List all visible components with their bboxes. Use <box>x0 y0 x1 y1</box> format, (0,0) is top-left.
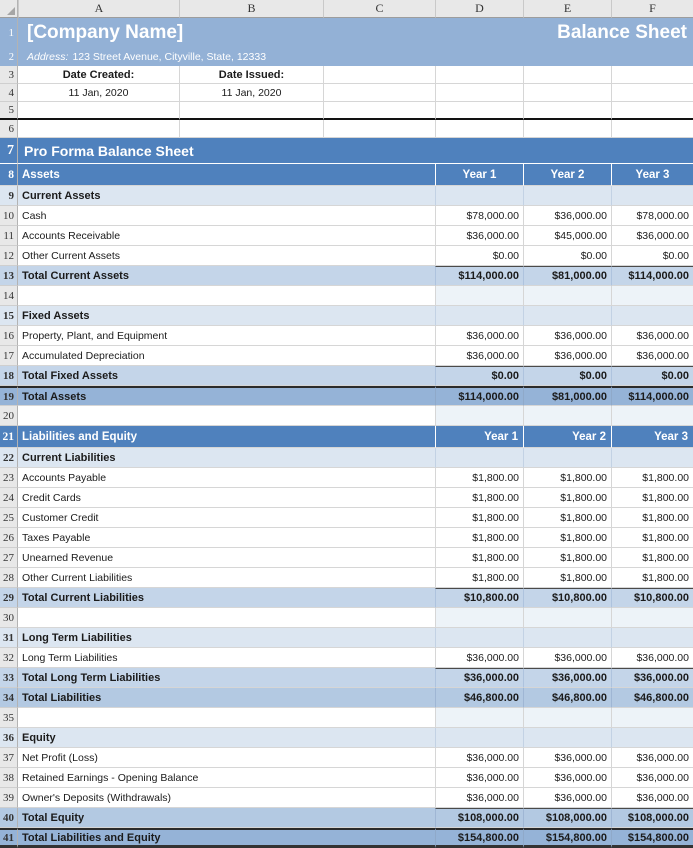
cell-label-20[interactable] <box>18 406 435 426</box>
sheet-row-19 <box>0 386 693 406</box>
cell-year-header-1[interactable]: Year 1 <box>435 164 523 186</box>
select-all-corner[interactable] <box>0 0 18 18</box>
row-header-5[interactable]: 5 <box>0 102 18 120</box>
cell-year-header-1[interactable]: Year 1 <box>435 426 523 448</box>
cell-value-12-year3[interactable]: $0.00 <box>611 246 693 266</box>
cell-year-header-3[interactable]: Year 3 <box>611 426 693 448</box>
sheet-row-28 <box>0 568 693 588</box>
cell-A4[interactable]: 11 Jan, 2020 <box>18 84 179 102</box>
cell-F14[interactable] <box>611 286 693 306</box>
cell-value-40-year2[interactable]: $108,000.00 <box>523 808 611 828</box>
cell-D15[interactable] <box>435 306 523 326</box>
cell-F22[interactable] <box>611 448 693 468</box>
cell-value-16-year1[interactable]: $36,000.00 <box>435 326 523 346</box>
column-header-row <box>0 0 693 18</box>
cell-label-14[interactable] <box>18 286 435 306</box>
sheet-row-16 <box>0 326 693 346</box>
sheet-row-6 <box>0 120 693 138</box>
cell-label-26[interactable]: Taxes Payable <box>18 528 435 548</box>
column-header-E[interactable]: E <box>523 0 611 18</box>
cell-label-39[interactable]: Owner's Deposits (Withdrawals) <box>18 788 435 808</box>
cell-label-29[interactable]: Total Current Liabilities <box>18 588 435 608</box>
sheet-row-15 <box>0 306 693 326</box>
row-header-41[interactable]: 41 <box>0 828 18 848</box>
row-header-35[interactable]: 35 <box>0 708 18 728</box>
cell-E5[interactable] <box>523 102 611 120</box>
sheet-row-37 <box>0 748 693 768</box>
cell-label-12[interactable]: Other Current Assets <box>18 246 435 266</box>
cell-value-28-year3[interactable]: $1,800.00 <box>611 568 693 588</box>
cell-value-27-year3[interactable]: $1,800.00 <box>611 548 693 568</box>
sheet-row-22 <box>0 448 693 468</box>
cell-label-15[interactable]: Fixed Assets <box>18 306 435 326</box>
sheet-row-17 <box>0 346 693 366</box>
cell-label-31[interactable]: Long Term Liabilities <box>18 628 435 648</box>
cell-value-41-year2[interactable]: $154,800.00 <box>523 828 611 848</box>
cell-value-24-year2[interactable]: $1,800.00 <box>523 488 611 508</box>
row-header-28[interactable]: 28 <box>0 568 18 588</box>
row-header-16[interactable]: 16 <box>0 326 18 346</box>
row-header-20[interactable]: 20 <box>0 406 18 426</box>
cell-value-32-year2[interactable]: $36,000.00 <box>523 648 611 668</box>
cell-A6[interactable] <box>18 120 179 138</box>
row-header-15[interactable]: 15 <box>0 306 18 326</box>
cell-D14[interactable] <box>435 286 523 306</box>
row-header-38[interactable]: 38 <box>0 768 18 788</box>
cell-label-19[interactable]: Total Assets <box>18 386 435 406</box>
cell-sheet-title[interactable]: Balance Sheet <box>435 18 693 48</box>
cell-table-title[interactable]: Pro Forma Balance Sheet <box>18 138 693 164</box>
row-header-9[interactable]: 9 <box>0 186 18 206</box>
cell-value-19-year3[interactable]: $114,000.00 <box>611 386 693 406</box>
cell-value-33-year1[interactable]: $36,000.00 <box>435 668 523 688</box>
cell-value-41-year1[interactable]: $154,800.00 <box>435 828 523 848</box>
sheet-rows <box>0 18 693 848</box>
row-header-29[interactable]: 29 <box>0 588 18 608</box>
cell-label-36[interactable]: Equity <box>18 728 435 748</box>
cell-F15[interactable] <box>611 306 693 326</box>
cell-A5[interactable] <box>18 102 179 120</box>
cell-label-24[interactable]: Credit Cards <box>18 488 435 508</box>
row-header-2[interactable]: 2 <box>0 48 18 66</box>
column-header-A[interactable]: A <box>18 0 179 18</box>
cell-value-17-year1[interactable]: $36,000.00 <box>435 346 523 366</box>
sheet-row-21 <box>0 426 693 448</box>
cell-value-39-year2[interactable]: $36,000.00 <box>523 788 611 808</box>
sheet-row-23 <box>0 468 693 488</box>
sheet-row-2 <box>0 48 693 66</box>
cell-label-40[interactable]: Total Equity <box>18 808 435 828</box>
row-header-36[interactable]: 36 <box>0 728 18 748</box>
cell-B6[interactable] <box>179 120 323 138</box>
cell-value-38-year1[interactable]: $36,000.00 <box>435 768 523 788</box>
row-header-30[interactable]: 30 <box>0 608 18 628</box>
cell-E20[interactable] <box>523 406 611 426</box>
cell-section-group-label[interactable]: Assets <box>18 164 435 186</box>
cell-label-34[interactable]: Total Liabilities <box>18 688 435 708</box>
cell-label-27[interactable]: Unearned Revenue <box>18 548 435 568</box>
cell-value-29-year2[interactable]: $10,800.00 <box>523 588 611 608</box>
row-header-32[interactable]: 32 <box>0 648 18 668</box>
sheet-row-18 <box>0 366 693 386</box>
cell-value-34-year2[interactable]: $46,800.00 <box>523 688 611 708</box>
cell-value-28-year1[interactable]: $1,800.00 <box>435 568 523 588</box>
cell-value-12-year1[interactable]: $0.00 <box>435 246 523 266</box>
cell-E22[interactable] <box>523 448 611 468</box>
column-header-C[interactable]: C <box>323 0 435 18</box>
sheet-row-7 <box>0 138 693 164</box>
cell-label-37[interactable]: Net Profit (Loss) <box>18 748 435 768</box>
cell-value-27-year2[interactable]: $1,800.00 <box>523 548 611 568</box>
cell-label-25[interactable]: Customer Credit <box>18 508 435 528</box>
cell-value-28-year2[interactable]: $1,800.00 <box>523 568 611 588</box>
cell-value-29-year1[interactable]: $10,800.00 <box>435 588 523 608</box>
cell-year-header-2[interactable]: Year 2 <box>523 164 611 186</box>
cell-value-32-year3[interactable]: $36,000.00 <box>611 648 693 668</box>
cell-E15[interactable] <box>523 306 611 326</box>
cell-label-28[interactable]: Other Current Liabilities <box>18 568 435 588</box>
cell-D22[interactable] <box>435 448 523 468</box>
cell-value-25-year2[interactable]: $1,800.00 <box>523 508 611 528</box>
cell-value-10-year2[interactable]: $36,000.00 <box>523 206 611 226</box>
cell-D9[interactable] <box>435 186 523 206</box>
cell-E3[interactable] <box>523 66 611 84</box>
cell-value-26-year3[interactable]: $1,800.00 <box>611 528 693 548</box>
sheet-row-3 <box>0 66 693 84</box>
cell-company-name[interactable]: [Company Name] <box>18 18 435 48</box>
cell-value-12-year2[interactable]: $0.00 <box>523 246 611 266</box>
cell-value-11-year2[interactable]: $45,000.00 <box>523 226 611 246</box>
row-header-40[interactable]: 40 <box>0 808 18 828</box>
cell-label-9[interactable]: Current Assets <box>18 186 435 206</box>
cell-D3[interactable] <box>435 66 523 84</box>
cell-value-26-year1[interactable]: $1,800.00 <box>435 528 523 548</box>
cell-C6[interactable] <box>323 120 435 138</box>
cell-value-11-year1[interactable]: $36,000.00 <box>435 226 523 246</box>
row-header-24[interactable]: 24 <box>0 488 18 508</box>
cell-B4[interactable]: 11 Jan, 2020 <box>179 84 323 102</box>
sheet-row-38 <box>0 768 693 788</box>
cell-value-13-year1[interactable]: $114,000.00 <box>435 266 523 286</box>
cell-B5[interactable] <box>179 102 323 120</box>
row-header-31[interactable]: 31 <box>0 628 18 648</box>
cell-value-24-year3[interactable]: $1,800.00 <box>611 488 693 508</box>
sheet-row-36 <box>0 728 693 748</box>
cell-label-18[interactable]: Total Fixed Assets <box>18 366 435 386</box>
cell-value-38-year2[interactable]: $36,000.00 <box>523 768 611 788</box>
cell-D20[interactable] <box>435 406 523 426</box>
row-header-7[interactable]: 7 <box>0 138 18 164</box>
cell-F30[interactable] <box>611 608 693 628</box>
address-label: Address: <box>27 51 69 63</box>
sheet-row-13 <box>0 266 693 286</box>
cell-C4[interactable] <box>323 84 435 102</box>
cell-E35[interactable] <box>523 708 611 728</box>
cell-value-17-year3[interactable]: $36,000.00 <box>611 346 693 366</box>
row-header-3[interactable]: 3 <box>0 66 18 84</box>
cell-C5[interactable] <box>323 102 435 120</box>
row-header-13[interactable]: 13 <box>0 266 18 286</box>
cell-F36[interactable] <box>611 728 693 748</box>
cell-value-10-year1[interactable]: $78,000.00 <box>435 206 523 226</box>
cell-value-18-year1[interactable]: $0.00 <box>435 366 523 386</box>
cell-B3[interactable]: Date Issued: <box>179 66 323 84</box>
cell-E9[interactable] <box>523 186 611 206</box>
cell-value-19-year1[interactable]: $114,000.00 <box>435 386 523 406</box>
cell-value-37-year2[interactable]: $36,000.00 <box>523 748 611 768</box>
row-header-4[interactable]: 4 <box>0 84 18 102</box>
sheet-row-35 <box>0 708 693 728</box>
cell-label-38[interactable]: Retained Earnings - Opening Balance <box>18 768 435 788</box>
column-header-B[interactable]: B <box>179 0 323 18</box>
cell-F9[interactable] <box>611 186 693 206</box>
cell-E14[interactable] <box>523 286 611 306</box>
cell-F20[interactable] <box>611 406 693 426</box>
row-header-6[interactable]: 6 <box>0 120 18 138</box>
cell-value-23-year3[interactable]: $1,800.00 <box>611 468 693 488</box>
row-header-11[interactable]: 11 <box>0 226 18 246</box>
cell-year-header-2[interactable]: Year 2 <box>523 426 611 448</box>
sheet-row-39 <box>0 788 693 808</box>
sheet-row-1 <box>0 18 693 48</box>
sheet-row-34 <box>0 688 693 708</box>
column-header-F[interactable]: F <box>611 0 693 18</box>
cell-F4[interactable] <box>611 84 693 102</box>
cell-address[interactable] <box>18 48 693 66</box>
row-header-39[interactable]: 39 <box>0 788 18 808</box>
cell-value-19-year2[interactable]: $81,000.00 <box>523 386 611 406</box>
row-header-25[interactable]: 25 <box>0 508 18 528</box>
sheet-row-26 <box>0 528 693 548</box>
cell-D6[interactable] <box>435 120 523 138</box>
cell-E6[interactable] <box>523 120 611 138</box>
row-header-21[interactable]: 21 <box>0 426 18 448</box>
cell-value-17-year2[interactable]: $36,000.00 <box>523 346 611 366</box>
cell-label-17[interactable]: Accumulated Depreciation <box>18 346 435 366</box>
cell-value-37-year1[interactable]: $36,000.00 <box>435 748 523 768</box>
cell-D30[interactable] <box>435 608 523 628</box>
cell-F5[interactable] <box>611 102 693 120</box>
sheet-row-29 <box>0 588 693 608</box>
cell-value-13-year3[interactable]: $114,000.00 <box>611 266 693 286</box>
sheet-row-25 <box>0 508 693 528</box>
cell-label-22[interactable]: Current Liabilities <box>18 448 435 468</box>
cell-value-33-year2[interactable]: $36,000.00 <box>523 668 611 688</box>
cell-value-25-year3[interactable]: $1,800.00 <box>611 508 693 528</box>
sheet-row-40 <box>0 808 693 828</box>
cell-D5[interactable] <box>435 102 523 120</box>
cell-year-header-3[interactable]: Year 3 <box>611 164 693 186</box>
cell-label-10[interactable]: Cash <box>18 206 435 226</box>
address-value: 123 Street Avenue, Cityville, State, 12333 <box>72 51 267 63</box>
cell-label-23[interactable]: Accounts Payable <box>18 468 435 488</box>
cell-value-23-year1[interactable]: $1,800.00 <box>435 468 523 488</box>
row-header-12[interactable]: 12 <box>0 246 18 266</box>
row-header-8[interactable]: 8 <box>0 164 18 186</box>
cell-value-13-year2[interactable]: $81,000.00 <box>523 266 611 286</box>
cell-E30[interactable] <box>523 608 611 628</box>
cell-value-18-year2[interactable]: $0.00 <box>523 366 611 386</box>
cell-value-23-year2[interactable]: $1,800.00 <box>523 468 611 488</box>
cell-value-16-year3[interactable]: $36,000.00 <box>611 326 693 346</box>
cell-value-34-year3[interactable]: $46,800.00 <box>611 688 693 708</box>
cell-value-34-year1[interactable]: $46,800.00 <box>435 688 523 708</box>
sheet-row-32 <box>0 648 693 668</box>
cell-label-41[interactable]: Total Liabilities and Equity <box>18 828 435 848</box>
cell-value-18-year3[interactable]: $0.00 <box>611 366 693 386</box>
cell-value-11-year3[interactable]: $36,000.00 <box>611 226 693 246</box>
sheet-row-8 <box>0 164 693 186</box>
sheet-row-10 <box>0 206 693 226</box>
cell-D35[interactable] <box>435 708 523 728</box>
row-header-19[interactable]: 19 <box>0 386 18 406</box>
sheet-row-33 <box>0 668 693 688</box>
cell-value-40-year3[interactable]: $108,000.00 <box>611 808 693 828</box>
cell-value-39-year3[interactable]: $36,000.00 <box>611 788 693 808</box>
sheet-row-4 <box>0 84 693 102</box>
cell-C3[interactable] <box>323 66 435 84</box>
cell-section-group-label[interactable]: Liabilities and Equity <box>18 426 435 448</box>
sheet-row-11 <box>0 226 693 246</box>
sheet-row-9 <box>0 186 693 206</box>
row-header-33[interactable]: 33 <box>0 668 18 688</box>
row-header-27[interactable]: 27 <box>0 548 18 568</box>
cell-value-25-year1[interactable]: $1,800.00 <box>435 508 523 528</box>
sheet-row-41 <box>0 828 693 848</box>
cell-F35[interactable] <box>611 708 693 728</box>
cell-value-24-year1[interactable]: $1,800.00 <box>435 488 523 508</box>
cell-value-41-year3[interactable]: $154,800.00 <box>611 828 693 848</box>
row-header-10[interactable]: 10 <box>0 206 18 226</box>
cell-label-32[interactable]: Long Term Liabilities <box>18 648 435 668</box>
cell-F3[interactable] <box>611 66 693 84</box>
cell-value-33-year3[interactable]: $36,000.00 <box>611 668 693 688</box>
cell-D4[interactable] <box>435 84 523 102</box>
cell-label-16[interactable]: Property, Plant, and Equipment <box>18 326 435 346</box>
cell-value-38-year3[interactable]: $36,000.00 <box>611 768 693 788</box>
sheet-row-27 <box>0 548 693 568</box>
cell-label-33[interactable]: Total Long Term Liabilities <box>18 668 435 688</box>
cell-value-32-year1[interactable]: $36,000.00 <box>435 648 523 668</box>
cell-value-40-year1[interactable]: $108,000.00 <box>435 808 523 828</box>
cell-E36[interactable] <box>523 728 611 748</box>
sheet-row-31 <box>0 628 693 648</box>
row-header-18[interactable]: 18 <box>0 366 18 386</box>
cell-value-37-year3[interactable]: $36,000.00 <box>611 748 693 768</box>
cell-value-16-year2[interactable]: $36,000.00 <box>523 326 611 346</box>
column-header-D[interactable]: D <box>435 0 523 18</box>
cell-value-26-year2[interactable]: $1,800.00 <box>523 528 611 548</box>
sheet-row-14 <box>0 286 693 306</box>
row-header-1[interactable]: 1 <box>0 18 18 48</box>
cell-value-29-year3[interactable]: $10,800.00 <box>611 588 693 608</box>
cell-A3[interactable]: Date Created: <box>18 66 179 84</box>
row-header-26[interactable]: 26 <box>0 528 18 548</box>
cell-value-39-year1[interactable]: $36,000.00 <box>435 788 523 808</box>
sheet-row-5 <box>0 102 693 120</box>
cell-D36[interactable] <box>435 728 523 748</box>
sheet-row-20 <box>0 406 693 426</box>
sheet-row-12 <box>0 246 693 266</box>
cell-value-10-year3[interactable]: $78,000.00 <box>611 206 693 226</box>
row-header-22[interactable]: 22 <box>0 448 18 468</box>
cell-E31[interactable] <box>523 628 611 648</box>
cell-label-30[interactable] <box>18 608 435 628</box>
row-header-14[interactable]: 14 <box>0 286 18 306</box>
row-header-23[interactable]: 23 <box>0 468 18 488</box>
cell-F6[interactable] <box>611 120 693 138</box>
cell-F31[interactable] <box>611 628 693 648</box>
cell-D31[interactable] <box>435 628 523 648</box>
cell-E4[interactable] <box>523 84 611 102</box>
sheet-row-24 <box>0 488 693 508</box>
row-header-37[interactable]: 37 <box>0 748 18 768</box>
row-header-34[interactable]: 34 <box>0 688 18 708</box>
cell-label-35[interactable] <box>18 708 435 728</box>
cell-value-27-year1[interactable]: $1,800.00 <box>435 548 523 568</box>
cell-label-13[interactable]: Total Current Assets <box>18 266 435 286</box>
sheet-row-30 <box>0 608 693 628</box>
cell-label-11[interactable]: Accounts Receivable <box>18 226 435 246</box>
row-header-17[interactable]: 17 <box>0 346 18 366</box>
